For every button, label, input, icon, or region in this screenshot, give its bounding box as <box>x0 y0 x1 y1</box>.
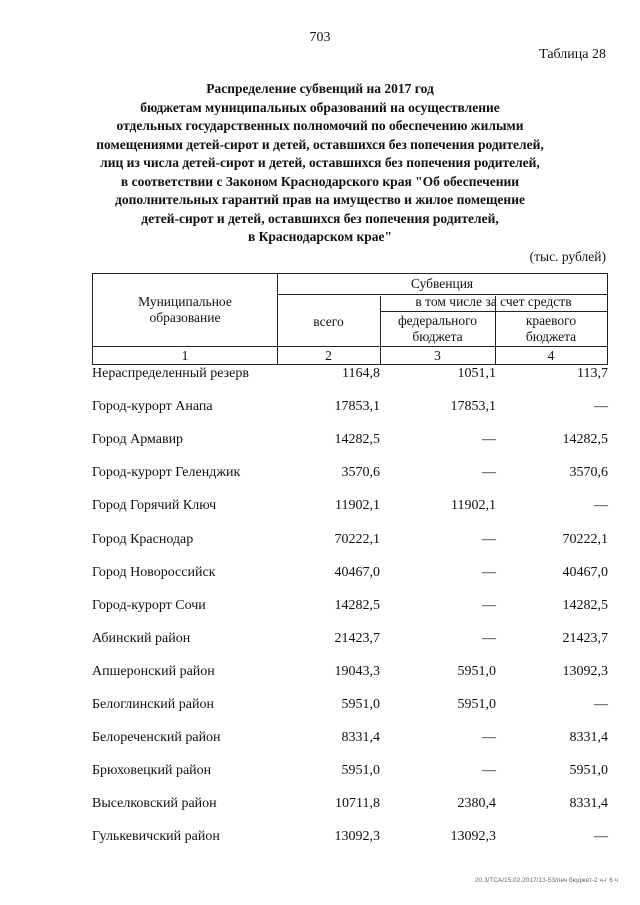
units-label: (тыс. рублей) <box>529 249 606 264</box>
header-divider <box>380 311 607 312</box>
federal-cell: — <box>482 432 496 448</box>
header-municipality <box>93 294 277 326</box>
table-row <box>92 399 608 419</box>
col-number-1: 1 <box>181 348 189 363</box>
regional-cell: — <box>594 829 608 845</box>
title-line: Распределение субвенций на 2017 год <box>206 81 434 96</box>
municipality-cell: Белореченский район <box>92 730 221 746</box>
table-label: Таблица 28 <box>539 47 606 62</box>
regional-cell: — <box>594 498 608 514</box>
header-regional-line2: бюджета <box>525 329 577 344</box>
total-cell: 10711,8 <box>335 796 380 812</box>
regional-cell: 14282,5 <box>562 432 608 448</box>
total-cell: 14282,5 <box>334 432 380 448</box>
municipality-cell: Город Новороссийск <box>92 564 216 580</box>
total-cell: 5951,0 <box>341 697 380 712</box>
title-line: лиц из числа детей-сирот и детей, оставшихся без попечения родителей, <box>100 155 540 170</box>
federal-cell: 5951,0 <box>457 663 496 679</box>
header-regional-line1: краевого <box>525 313 577 328</box>
total-cell: 70222,1 <box>334 531 380 547</box>
regional-cell: 8331,4 <box>569 730 608 746</box>
table-row <box>92 498 608 518</box>
table-row <box>92 730 608 750</box>
table-row <box>92 631 608 651</box>
municipality-cell: Гулькевичский район <box>92 829 220 845</box>
regional-cell: 21423,7 <box>562 630 608 646</box>
table-header <box>92 273 608 365</box>
table-row <box>92 664 608 684</box>
municipality-cell: Город-курорт Геленджик <box>92 465 241 481</box>
title-line: бюджетам муниципальных образований на осуществление <box>140 99 500 115</box>
federal-cell: 2380,4 <box>457 796 496 812</box>
federal-cell: — <box>482 531 496 547</box>
federal-cell: — <box>482 465 496 481</box>
title-line: детей-сирот и детей, оставшихся без попечения родителей, <box>141 210 499 226</box>
total-cell: 19043,3 <box>334 663 380 679</box>
total-cell: 17853,1 <box>334 399 380 415</box>
title-line: дополнительных гарантий прав на имущество и жилое помещение <box>115 192 525 207</box>
col-number-2: 2 <box>325 348 332 363</box>
header-regional <box>495 313 607 345</box>
regional-cell: 40467,0 <box>562 564 608 580</box>
total-cell: 11902,1 <box>335 498 380 514</box>
header-divider <box>93 346 607 347</box>
header-total: всего <box>313 314 344 329</box>
footer-code: 20.3/ТСА/15.02.2017/13-53/печ бюджет-2 ч-г 6 ч <box>474 877 618 884</box>
municipality-cell: Город-курорт Сочи <box>92 597 206 613</box>
total-cell: 21423,7 <box>334 630 380 646</box>
col-number-3: 3 <box>434 348 441 363</box>
table-row <box>92 763 608 783</box>
municipality-cell: Апшеронский район <box>92 663 215 679</box>
total-cell: 8331,4 <box>341 730 380 746</box>
federal-cell: 13092,3 <box>450 829 496 845</box>
table-row <box>92 829 608 849</box>
federal-cell: — <box>482 564 496 580</box>
table-row <box>92 697 608 717</box>
municipality-cell: Выселковский район <box>92 796 217 812</box>
regional-cell: — <box>594 697 608 712</box>
municipality-cell: Абинский район <box>92 630 191 646</box>
table-row <box>92 366 608 386</box>
header-federal-line2: бюджета <box>412 329 463 344</box>
regional-cell: 14282,5 <box>562 597 608 613</box>
municipality-cell: Брюховецкий район <box>92 763 212 779</box>
total-cell: 3570,6 <box>341 465 380 481</box>
municipality-cell: Нераспределенный резерв <box>92 366 249 381</box>
table-row <box>92 796 608 816</box>
federal-cell: 17853,1 <box>450 399 496 415</box>
total-cell: 40467,0 <box>334 564 380 580</box>
municipality-cell: Город-курорт Анапа <box>92 399 213 415</box>
header-federal <box>380 313 495 345</box>
header-federal-line1: федерального <box>397 313 478 328</box>
total-cell: 1164,8 <box>342 366 380 381</box>
federal-cell: 11902,1 <box>451 498 496 514</box>
federal-cell: — <box>482 597 496 613</box>
header-subvention: Субвенция <box>410 276 474 291</box>
regional-cell: 3570,6 <box>569 465 608 481</box>
regional-cell: 13092,3 <box>562 663 608 679</box>
regional-cell: 113,7 <box>577 366 608 381</box>
regional-cell: — <box>594 399 608 415</box>
document-title <box>40 80 600 247</box>
federal-cell: — <box>482 630 496 646</box>
total-cell: 13092,3 <box>334 829 380 845</box>
federal-cell: 5951,0 <box>457 697 496 712</box>
title-line: в соответствии с Законом Краснодарского края "Об обеспечении <box>120 173 520 189</box>
municipality-cell: Город Краснодар <box>92 531 194 547</box>
municipality-cell: Белоглинский район <box>92 697 214 712</box>
table-row <box>92 565 608 585</box>
table-row <box>92 532 608 552</box>
title-line: в Краснодарском крае" <box>247 229 393 244</box>
col-number-4: 4 <box>547 348 555 363</box>
table-row <box>92 598 608 618</box>
table-row <box>92 465 608 485</box>
federal-cell: — <box>482 763 496 779</box>
header-municipality-line1: Муниципальное <box>138 294 232 309</box>
municipality-cell: Город Горячий Ключ <box>92 498 217 514</box>
regional-cell: 8331,4 <box>569 796 608 812</box>
municipality-cell: Город Армавир <box>92 432 184 448</box>
table-row <box>92 432 608 452</box>
title-line: помещениями детей-сирот и детей, оставшихся без попечения родителей, <box>96 136 544 152</box>
total-cell: 5951,0 <box>341 763 380 779</box>
page-number: 703 <box>309 30 331 45</box>
header-including: в том числе за счет средств <box>415 294 572 309</box>
regional-cell: 5951,0 <box>569 763 608 779</box>
federal-cell: 1051,1 <box>457 366 496 381</box>
header-municipality-line2: образование <box>149 310 221 325</box>
total-cell: 14282,5 <box>334 597 380 613</box>
title-line: отдельных государственных полномочий по обеспечению жилыми <box>116 118 524 133</box>
federal-cell: — <box>482 730 496 746</box>
regional-cell: 70222,1 <box>562 531 608 547</box>
